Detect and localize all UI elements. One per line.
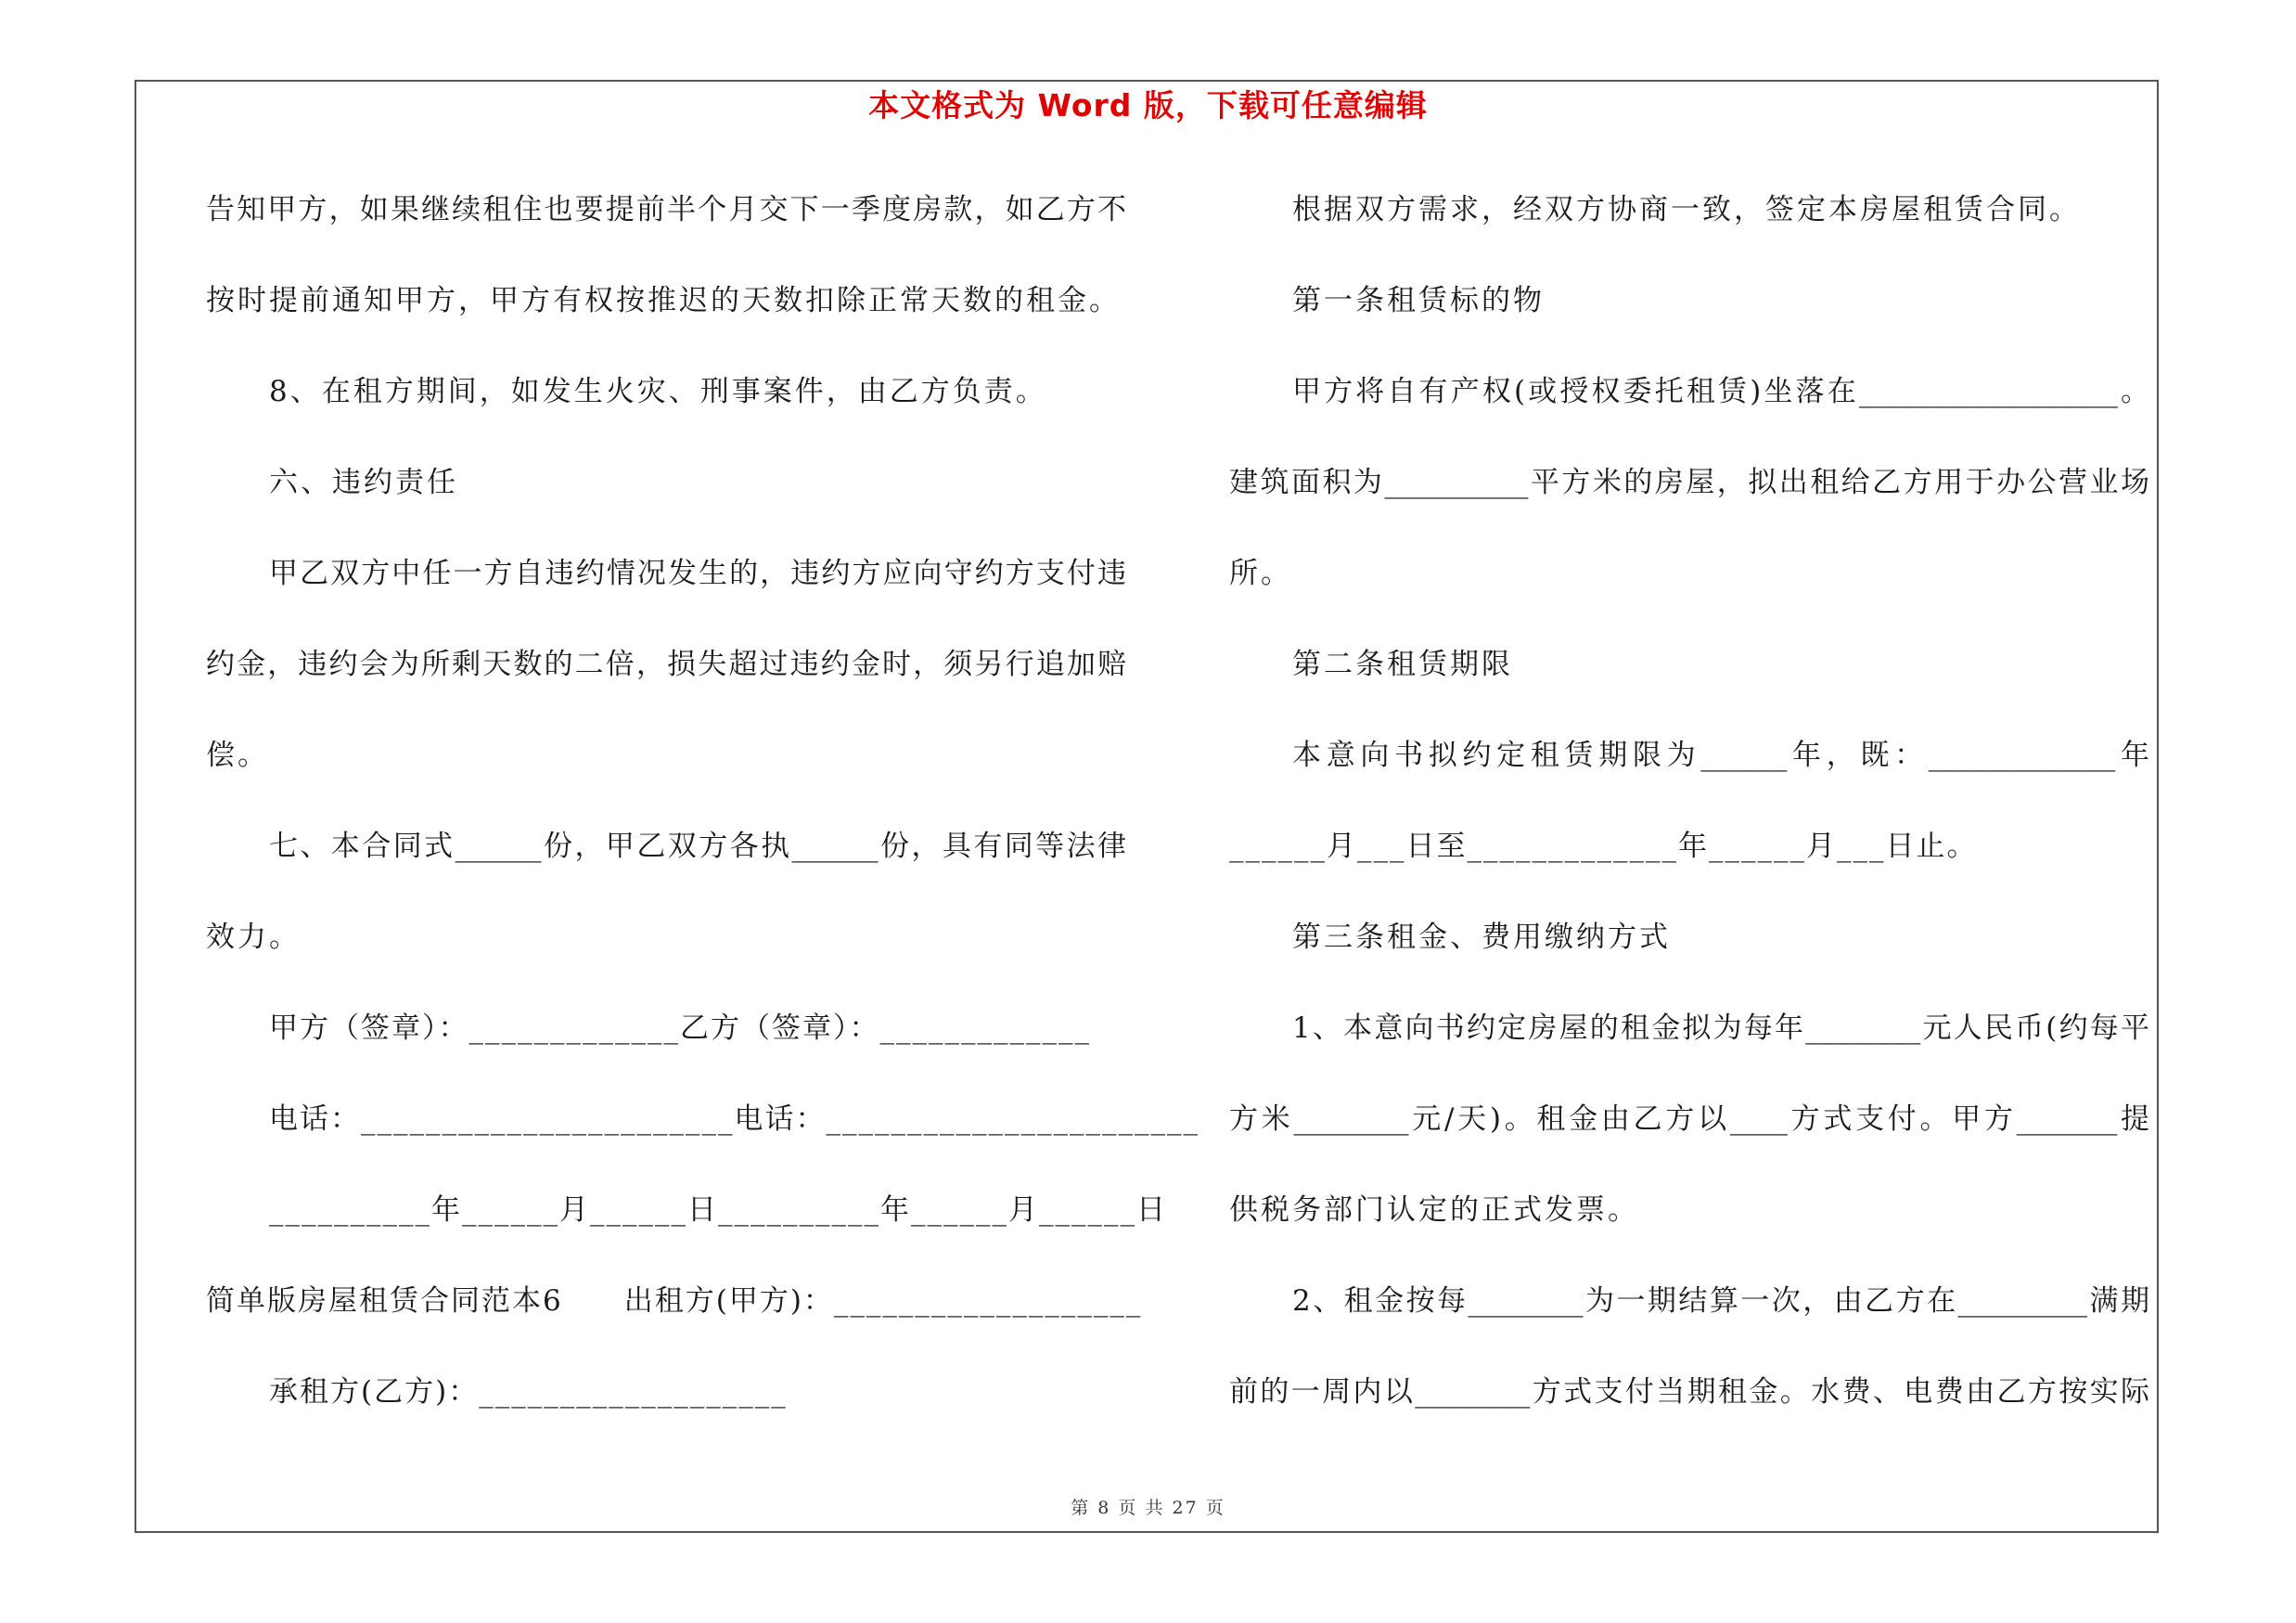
text-line: 约金，违约会为所剩天数的二倍，损失超过违约金时，须另行追加赔 [206, 648, 1126, 681]
word-format-banner: 本文格式为 Word 版，下载可任意编辑 [868, 87, 1428, 123]
text-line: 七、本合同式______份，甲乙双方各执______份，具有同等法律 [269, 830, 1126, 863]
text-line: 根据双方需求，经双方协商一致，签定本房屋租赁合同。 [1292, 193, 2081, 226]
section-heading: 第三条租金、费用缴纳方式 [1292, 921, 1671, 954]
page-number: 第 8 页 共 27 页 [1071, 1498, 1225, 1518]
text-line: 方米________元/天)。租金由乙方以____方式支付。甲方_______提 [1229, 1102, 2149, 1136]
section-heading: 第二条租赁期限 [1292, 648, 1513, 681]
text-line: 偿。 [206, 739, 269, 772]
text-line: ______月___日至_____________年______月___日止。 [1229, 830, 1978, 863]
contract-title-line: 简单版房屋租赁合同范本6 出租方(甲方)：___________________ [206, 1284, 1143, 1318]
text-line: 建筑面积为__________平方米的房屋，拟出租给乙方用于办公营业场 [1229, 466, 2149, 499]
text-line: 告知甲方，如果继续租住也要提前半个月交下一季度房款，如乙方不 [206, 193, 1126, 226]
text-line: 所。 [1229, 557, 1292, 590]
date-line: __________年______月______日__________年______月______日 [269, 1193, 1167, 1227]
text-line: 1、本意向书约定房屋的租金拟为每年________元人民币(约每平 [1292, 1011, 2149, 1045]
text-line: 本意向书拟约定租赁期限为______年，既：_____________年 [1292, 739, 2149, 772]
text-line: 甲方将自有产权(或授权委托租赁)坐落在__________________。 [1292, 375, 2149, 408]
section-heading: 第一条租赁标的物 [1292, 284, 1545, 317]
phone-line: 电话：_______________________电话：_______________________ [269, 1102, 1199, 1136]
text-line: 2、租金按每________为一期结算一次，由乙方在_________满期 [1292, 1284, 2149, 1318]
text-line: 甲乙双方中任一方自违约情况发生的，违约方应向守约方支付违 [269, 557, 1126, 590]
lessee-line: 承租方(乙方)：___________________ [269, 1375, 788, 1409]
text-line: 8、在租方期间，如发生火灾、刑事案件，由乙方负责。 [269, 375, 1047, 408]
text-line: 前的一周内以________方式支付当期租金。水费、电费由乙方按实际 [1229, 1375, 2149, 1409]
text-line: 供税务部门认定的正式发票。 [1229, 1193, 1639, 1227]
signature-line: 甲方（签章）：_____________乙方（签章）：_____________ [269, 1011, 1091, 1045]
section-heading: 六、违约责任 [269, 466, 458, 499]
text-line: 按时提前通知甲方，甲方有权按推迟的天数扣除正常天数的租金。 [206, 284, 1121, 317]
text-line: 效力。 [206, 921, 301, 954]
